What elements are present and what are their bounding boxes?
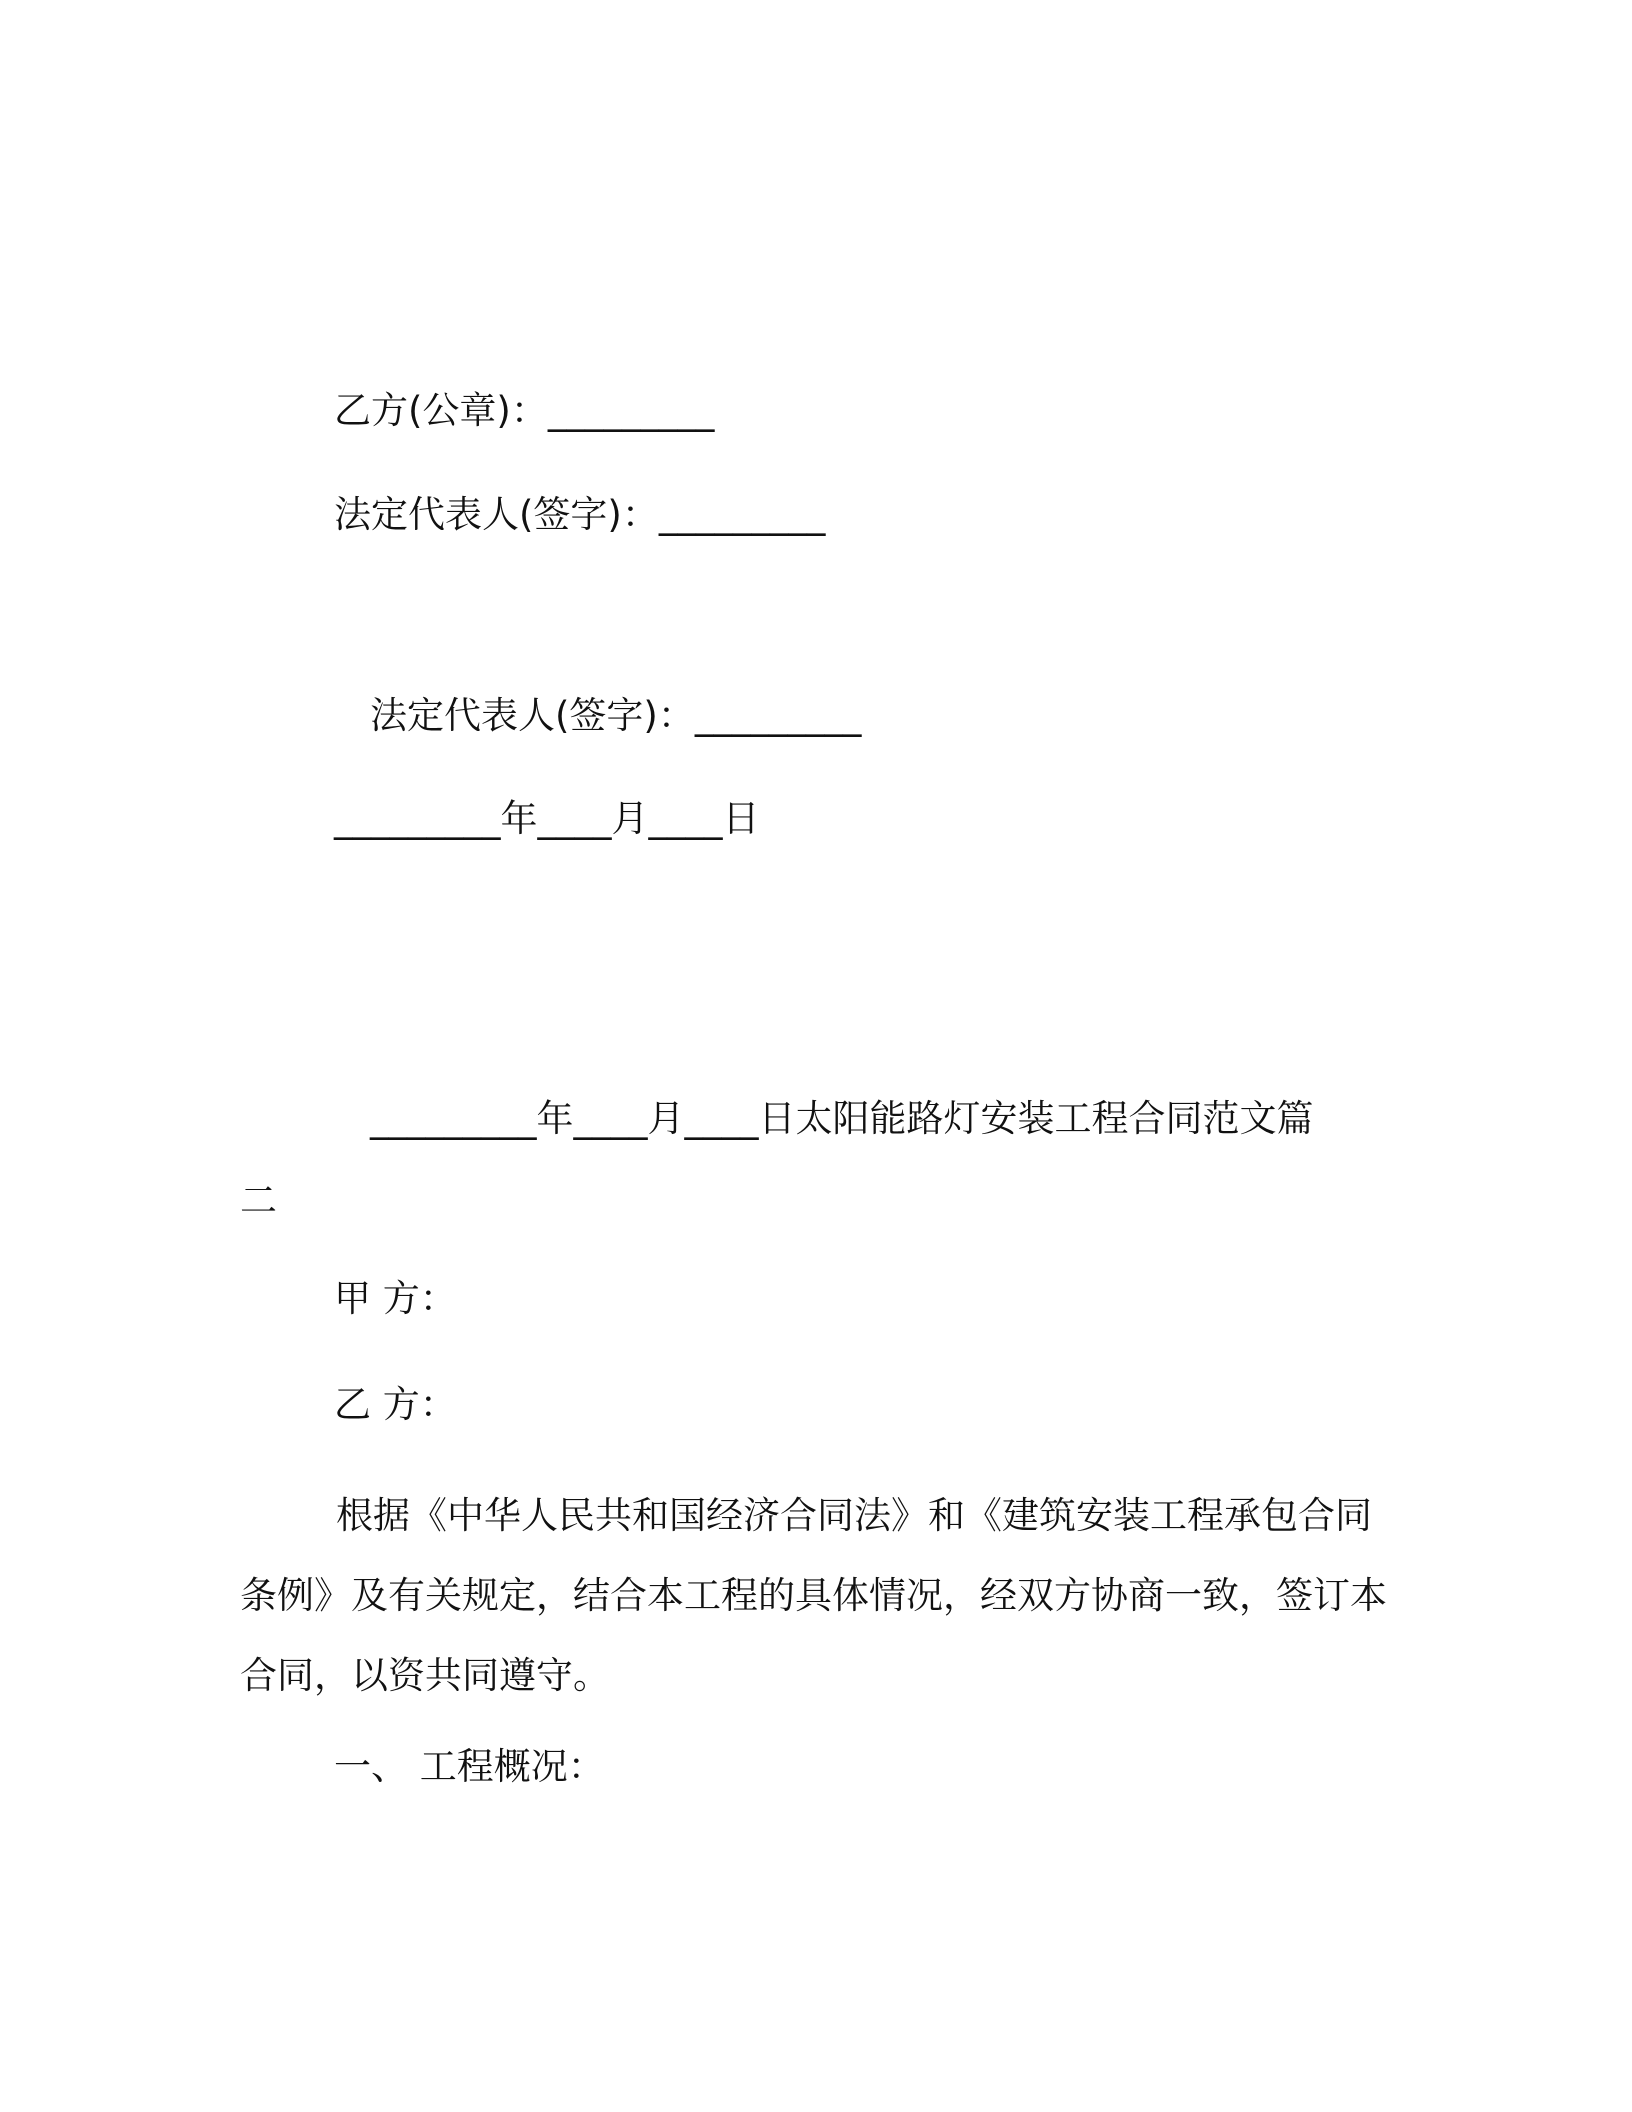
party-b-label: 乙 方： [334,1383,457,1426]
intro-paragraph: 根据《中华人民共和国经济合同法》和《建筑安装工程承包合同条例》及有关规定，结合本工程的具体情况，经双方协商一致，签订本合同，以资共同遵守。 [240,1494,1387,1697]
section-heading: 一、 工程概况： [334,1745,605,1788]
party-b-seal-line: 乙方(公章)：_________ [334,389,715,432]
legal-representative-line: 法定代表人(签字)：_________ [370,694,862,737]
legal-representative-line: 法定代表人(签字)：_________ [334,493,826,536]
contract-title-line: _________年____月____日太阳能路灯安装工程合同范文篇 [370,1097,1314,1140]
party-a-label: 甲 方： [334,1277,457,1320]
date-line: _________年____月____日 [334,797,760,840]
contract-title-continuation: 二 [240,1179,277,1222]
